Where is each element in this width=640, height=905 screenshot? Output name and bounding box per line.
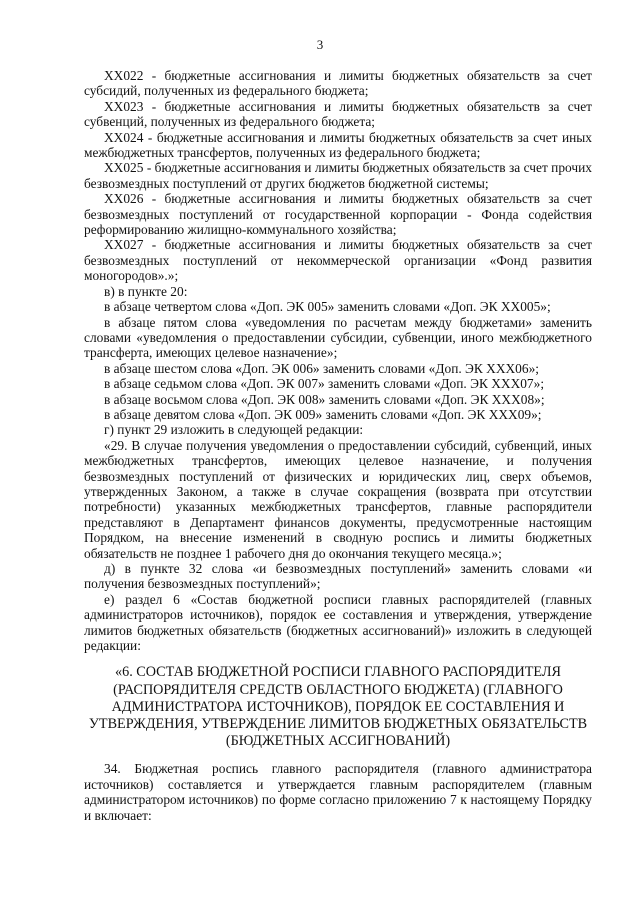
paragraph: «29. В случае получения уведомления о предоставлении субсидий, субвенций, иных межбюджетных трансфертов, имеющих целевое назначение, и получения безвозмездных поступлений от физических и юридических лиц, сверх объемов, утвержденных Законом, а также в случае сокращения (возврата при отсутствии потребности) указанных межбюджетных трансфертов, главные распорядители представляют в Департамент финансов документы, предусмотренные настоящим Порядком, на внесение изменений в сводную роспись и лимиты бюджетных обязательств не позднее 1 рабочего дня до окончания текущего месяца.»; [84,437,592,561]
paragraph: в абзаце восьмом слова «Доп. ЭК 008» заменить словами «Доп. ЭК XXX08»; [104,391,545,407]
paragraphs-before [84,68,592,653]
paragraphs-after [84,761,592,823]
paragraph: е) раздел 6 «Состав бюджетной росписи главных распорядителей (главных администраторов источников), порядок ее составления и утверждения, утверждение лимитов бюджетных обязательств (бюджетных ассигнований)» изложить в следующей редакции: [84,591,592,654]
paragraph: в абзаце четвертом слова «Доп. ЭК 005» заменить словами «Доп. ЭК XX005»; [104,299,551,315]
paragraph: XX023 - бюджетные ассигнования и лимиты бюджетных обязательств за счет субвенций, полученных из федерального бюджета; [84,98,592,130]
paragraph: в абзаце седьмом слова «Доп. ЭК 007» заменить словами «Доп. ЭК XXX07»; [104,376,545,392]
paragraph: XX025 - бюджетные ассигнования и лимиты бюджетных обязательств за счет прочих безвозмездных поступлений от других бюджетов бюджетной системы; [84,160,592,191]
section-heading: «6. СОСТАВ БЮДЖЕТНОЙ РОСПИСИ ГЛАВНОГО РАСПОРЯДИТЕЛЯ (РАСПОРЯДИТЕЛЯ СРЕДСТВ ОБЛАСТНОГО БЮДЖЕТА) (ГЛАВНОГО АДМИНИСТРАТОРА ИСТОЧНИКОВ), ПОРЯДОК ЕЕ СОСТАВЛЕНИЯ И УТВЕРЖДЕНИЯ, УТВЕРЖДЕНИЕ ЛИМИТОВ БЮДЖЕТНЫХ ОБЯЗАТЕЛЬСТВ (БЮДЖЕТНЫХ АССИГНОВАНИЙ) [88,664,588,750]
paragraph: XX026 - бюджетные ассигнования и лимиты бюджетных обязательств за счет безвозмездных поступлений от государственной корпорации - Фонда содействия реформированию жилищно-коммунального хозяйства; [84,191,592,238]
paragraph: г) пункт 29 изложить в следующей редакции: [104,422,364,438]
paragraph: 34. Бюджетная роспись главного распорядителя (главного администратора источников) составляется и утверждается главным распорядителем (главным администратором источников) по форме согласно приложению 7 к настоящему Порядку и включает: [84,761,592,823]
document-body [84,68,592,823]
paragraph: д) в пункте 32 слова «и безвозмездных поступлений» заменить словами «и получения безвозмездных поступлений»; [84,561,592,592]
paragraph: в абзаце девятом слова «Доп. ЭК 009» заменить словами «Доп. ЭК XXX09»; [104,406,542,422]
page-number: 3 [316,37,324,52]
paragraph: в абзаце пятом слова «уведомления по расчетам между бюджетами» заменить словами «уведомления о предоставлении субсидии, субвенции, иного межбюджетного трансферта, имеющих целевое назначение»; [84,314,592,361]
paragraph: XX024 - бюджетные ассигнования и лимиты бюджетных обязательств за счет иных межбюджетных трансфертов, полученных из федерального бюджета; [84,129,592,161]
paragraph: в абзаце шестом слова «Доп. ЭК 006» заменить словами «Доп. ЭК XXX06»; [104,360,539,376]
paragraph: XX027 - бюджетные ассигнования и лимиты бюджетных обязательств за счет безвозмездных поступлений от некоммерческой организации «Фонд развития моногородов».»; [84,237,592,284]
paragraph: XX022 - бюджетные ассигнования и лимиты бюджетных обязательств за счет субсидий, полученных из федерального бюджета; [84,68,592,99]
paragraph: в) в пункте 20: [104,283,188,299]
